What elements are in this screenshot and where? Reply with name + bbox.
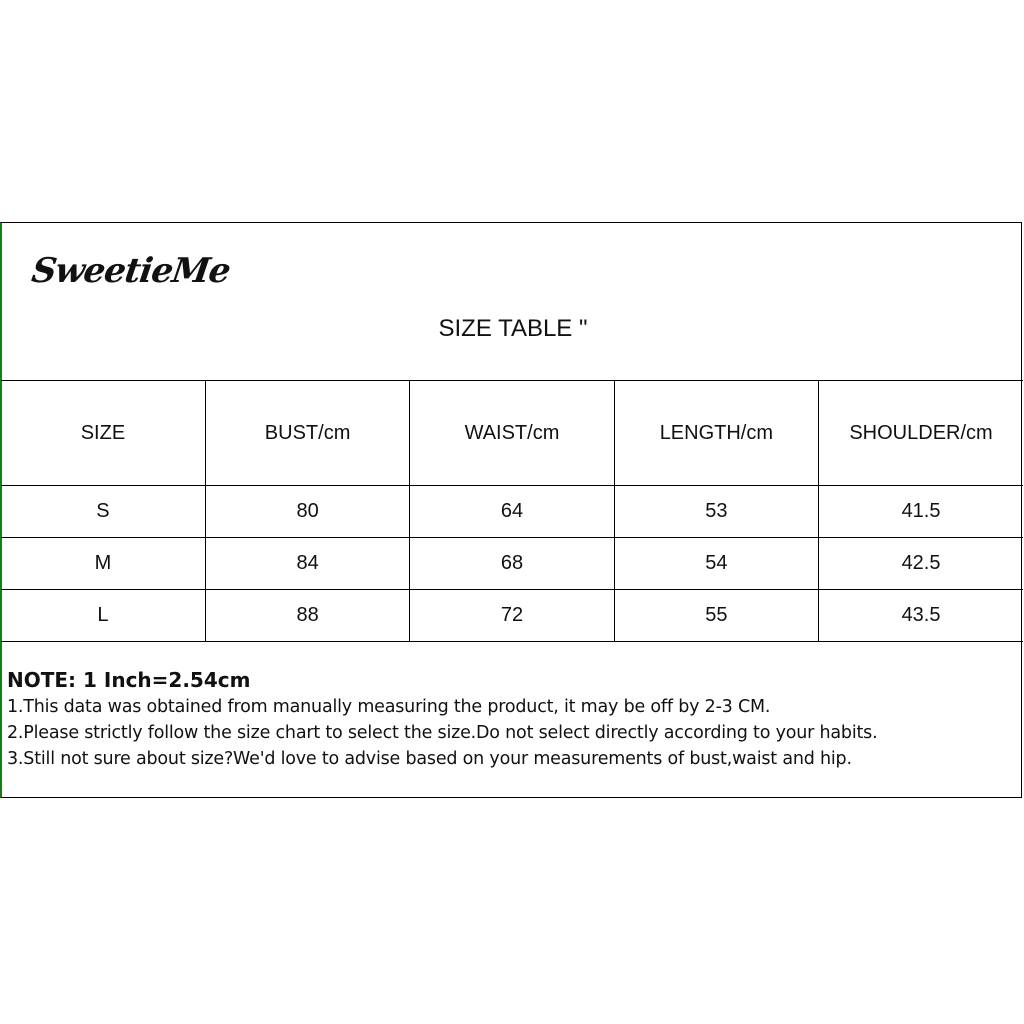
header-bust: BUST/cm	[205, 381, 409, 486]
table-row	[1, 486, 1023, 538]
header-shoulder: SHOULDER/cm	[819, 381, 1023, 486]
cell-waist: 68	[410, 538, 614, 590]
cell-shoulder: 41.5	[819, 486, 1023, 538]
cell-bust: 88	[205, 590, 409, 642]
cell-waist: 72	[410, 590, 614, 642]
cell-shoulder: 42.5	[819, 538, 1023, 590]
note-line-3: 3.Still not sure about size?We'd love to advise based on your measurements of bust,waist and hip.	[7, 749, 852, 769]
cell-length: 53	[614, 486, 818, 538]
notes-section	[7, 668, 877, 772]
cell-size: L	[1, 590, 205, 642]
size-chart-sheet	[0, 222, 1022, 798]
note-line-1: 1.This data was obtained from manually measuring the product, it may be off by 2-3 CM.	[7, 697, 771, 717]
page-title: SIZE TABLE "	[438, 315, 588, 342]
header-waist: WAIST/cm	[410, 381, 614, 486]
size-table	[1, 380, 1023, 642]
cell-bust: 84	[205, 538, 409, 590]
header-size: SIZE	[1, 381, 205, 486]
table-row	[1, 590, 1023, 642]
brand-logo: SweetieMe	[29, 251, 233, 291]
cell-size: S	[1, 486, 205, 538]
cell-length: 54	[614, 538, 818, 590]
cell-length: 55	[614, 590, 818, 642]
note-line-2: 2.Please strictly follow the size chart to select the size.Do not select directly according to your habits.	[7, 723, 878, 743]
cell-waist: 64	[410, 486, 614, 538]
table-header-row	[1, 381, 1023, 486]
cell-size: M	[1, 538, 205, 590]
note-heading: NOTE: 1 Inch=2.54cm	[7, 668, 251, 692]
table-row	[1, 538, 1023, 590]
header-length: LENGTH/cm	[614, 381, 818, 486]
cell-bust: 80	[205, 486, 409, 538]
cell-shoulder: 43.5	[819, 590, 1023, 642]
